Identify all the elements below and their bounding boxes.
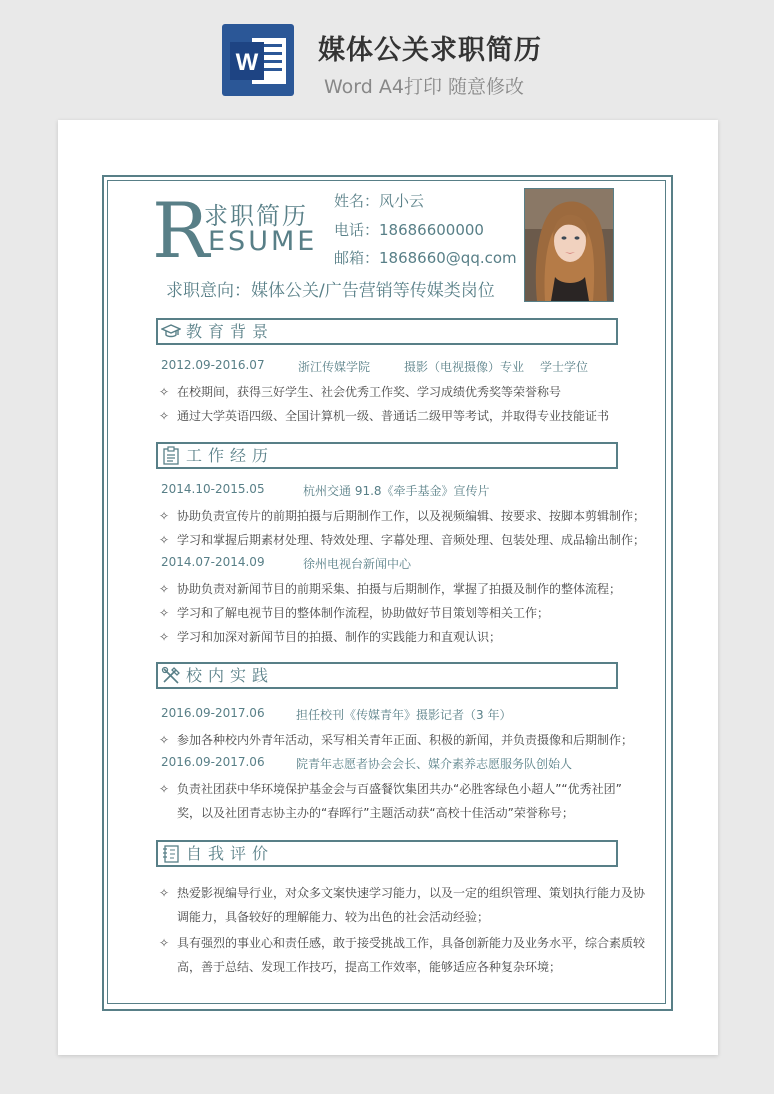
notebook-icon: [161, 844, 181, 863]
bullet-icon: ✧: [159, 733, 170, 747]
contact-email: 邮箱：1868660@qq.com: [334, 249, 517, 267]
list-item: ✧ 在校期间，获得三好学生、社会优秀工作奖、学习成绩优秀奖等荣誉称号: [159, 385, 562, 399]
contact-phone: 电话：18686600000: [334, 221, 484, 239]
list-item: ✧ 通过大学英语四级、全国计算机一级、普通话二级甲等考试，并取得专业技能证书: [159, 409, 610, 423]
graduation-cap-icon: [161, 322, 181, 341]
word-icon-letter: W: [235, 49, 259, 76]
job-org: 徐州电视台新闻中心: [303, 557, 412, 571]
banner-subtitle: Word A4打印 随意修改: [324, 76, 525, 98]
resume-big-letter: R: [152, 186, 210, 275]
section-title-self-evaluation: 自我评价: [186, 844, 275, 863]
bullet-icon: ✧: [159, 782, 170, 796]
list-item: ✧ 协助负责宣传片的前期拍摄与后期制作工作，以及视频编辑、按要求、按脚本剪辑制作；: [159, 509, 646, 523]
job-dates: 2014.10-2015.05: [161, 482, 265, 496]
list-item: ✧ 参加各种校内外青年活动，采写相关青年正面、积极的新闻，并负责摄像和后期制作；: [159, 733, 634, 747]
list-item-continuation: 调能力，具备较好的理解能力、较为出色的社会活动经验；: [177, 910, 490, 924]
section-education: [156, 318, 618, 345]
list-item-continuation: 奖，以及社团青志协主办的“春晖行”主题活动获“高校十佳活动”荣誉称号；: [177, 806, 574, 820]
bullet-icon: ✧: [159, 533, 170, 547]
banner-title: 媒体公关求职简历: [318, 35, 542, 66]
resume-page: [58, 120, 718, 1055]
education-school: 浙江传媒学院: [298, 360, 371, 374]
campus-dates: 2016.09-2017.06: [161, 706, 265, 720]
section-self-evaluation: [156, 840, 618, 867]
resume-title-en: ESUME: [208, 226, 318, 257]
bullet-icon: ✧: [159, 509, 170, 523]
banner: [0, 0, 774, 112]
campus-role: 院青年志愿者协会会长、媒介素养志愿服务队创始人: [296, 757, 573, 771]
section-title-campus: 校内实践: [186, 666, 275, 685]
bullet-icon: ✧: [159, 886, 170, 900]
contact-name: 姓名：风小云: [334, 192, 425, 210]
section-title-education: 教育背景: [186, 322, 275, 341]
list-item-continuation: 高，善于总结、发现工作技巧，提高工作效率，能够适应各种复杂环境；: [177, 960, 562, 974]
clipboard-icon: [161, 446, 181, 465]
job-org: 杭州交通 91.8《牵手基金》宣传片: [303, 484, 490, 498]
education-degree: 学士学位: [540, 360, 589, 374]
list-item: ✧ 负责社团获中华环境保护基金会与百盛餐饮集团共办“必胜客绿色小超人”“优秀社团”: [159, 782, 622, 796]
bullet-icon: ✧: [159, 606, 170, 620]
campus-role: 担任校刊《传媒青年》摄影记者（3 年）: [296, 708, 512, 722]
profile-photo: [524, 188, 614, 302]
list-item: ✧ 协助负责对新闻节目的前期采集、拍摄与后期制作，掌握了拍摄及制作的整体流程；: [159, 582, 622, 596]
section-work: [156, 442, 618, 469]
word-icon: [222, 24, 294, 96]
resume-title-cn: 求职简历: [204, 202, 308, 230]
list-item: ✧ 学习和加深对新闻节目的拍摄、制作的实践能力和直观认识；: [159, 630, 502, 644]
list-item: ✧ 学习和了解电视节目的整体制作流程，协助做好节目策划等相关工作；: [159, 606, 550, 620]
education-major: 摄影（电视摄像）专业: [404, 360, 525, 374]
list-item: ✧ 学习和掌握后期素材处理、特效处理、字幕处理、音频处理、包装处理、成品输出制作；: [159, 533, 646, 547]
list-item: ✧ 热爱影视编导行业，对众多文案快速学习能力，以及一定的组织管理、策划执行能力及协: [159, 886, 646, 900]
bullet-icon: ✧: [159, 630, 170, 644]
bullet-icon: ✧: [159, 409, 170, 423]
section-title-work: 工作经历: [186, 446, 275, 465]
bullet-icon: ✧: [159, 385, 170, 399]
education-dates: 2012.09-2016.07: [161, 358, 265, 372]
bullet-icon: ✧: [159, 582, 170, 596]
list-item: ✧ 具有强烈的事业心和责任感，敢于接受挑战工作，具备创新能力及业务水平，综合素质较: [159, 936, 646, 950]
section-campus: [156, 662, 618, 689]
job-dates: 2014.07-2014.09: [161, 555, 265, 569]
job-objective: 求职意向：媒体公关/广告营销等传媒类岗位: [166, 281, 495, 301]
bullet-icon: ✧: [159, 936, 170, 950]
campus-dates: 2016.09-2017.06: [161, 755, 265, 769]
tools-icon: [161, 666, 181, 685]
